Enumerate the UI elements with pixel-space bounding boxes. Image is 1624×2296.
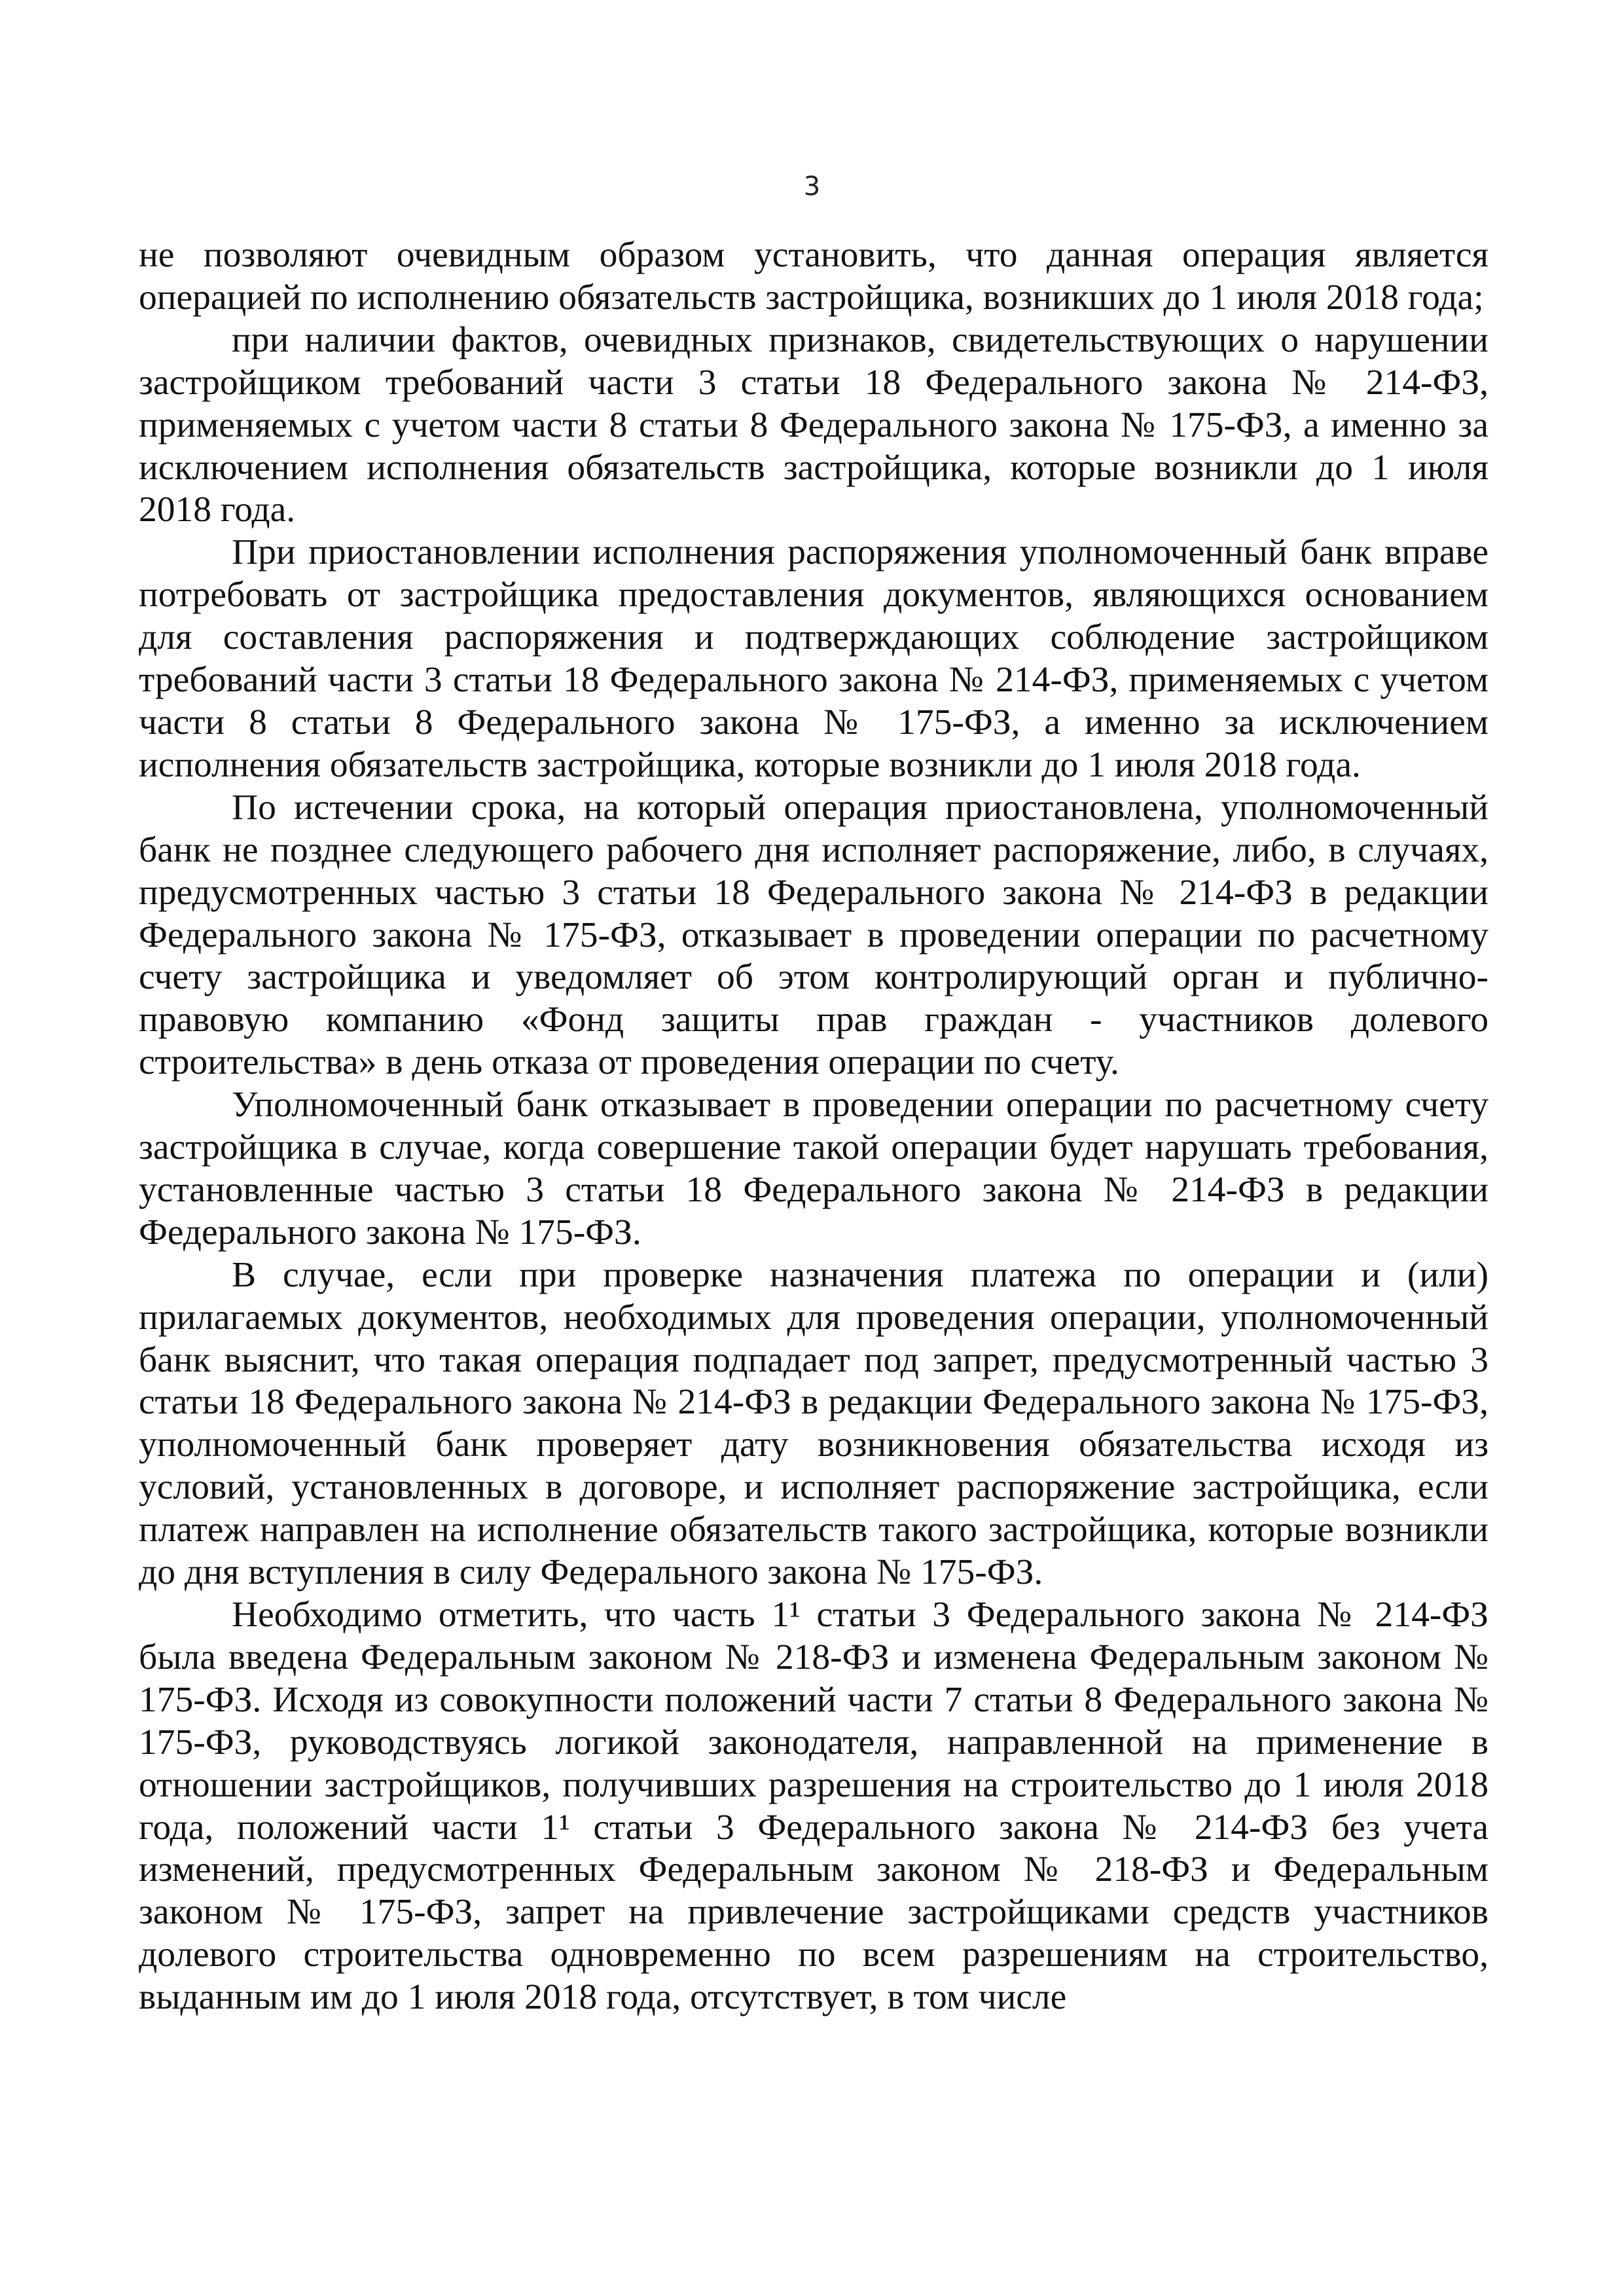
paragraph-facts: при наличии фактов, очевидных признаков, свидетельствующих о нарушении застройщиком требований части 3 статьи 18 Федерального закона № 214-ФЗ, применяемых с учетом части 8 статьи 8 Федерального закона № 175-ФЗ, а именно за исключением исполнения обязательств застройщика, которые возникли до 1 июля 2018 года.: [139, 319, 1489, 530]
paragraph-continuation: не позволяют очевидным образом установить, что данная операция является операцией по исполнению обязательств застройщика, возникших до 1 июля 2018 года;: [139, 235, 1489, 318]
paragraph-verification: В случае, если при проверке назначения платежа по операции и (или) прилагаемых документов, необходимых для проведения операции, уполномоченный банк выяснит, что такая операция подпадает под запрет, предусмотренный частью 3 статьи 18 Федерального закона № 214-ФЗ в редакции Федерального закона № 175-ФЗ, уполномоченный банк проверяет дату возникновения обязательства исходя из условий, установленных в договоре, и исполняет распоряжение застройщика, если платеж направлен на исполнение обязательств такого застройщика, которые возникли до дня вступления в силу Федерального закона № 175-ФЗ.: [139, 1254, 1489, 1593]
paragraph-suspension: При приостановлении исполнения распоряжения уполномоченный банк вправе потребовать от застройщика предоставления документов, являющихся основанием для составления распоряжения и подтверждающих соблюдение застройщиком требований части 3 статьи 18 Федерального закона № 214-ФЗ, применяемых с учетом части 8 статьи 8 Федерального закона № 175-ФЗ, а именно за исключением исполнения обязательств застройщика, которые возникли до 1 июля 2018 года.: [139, 532, 1489, 785]
page-number: 3: [803, 172, 821, 202]
paragraph-refusal: Уполномоченный банк отказывает в проведении операции по расчетному счету застройщика в случае, когда совершение такой операции будет нарушать требования, установленные частью 3 статьи 18 Федерального закона № 214-ФЗ в редакции Федерального закона № 175-ФЗ.: [139, 1085, 1489, 1252]
paragraph-note: Необходимо отметить, что часть 1¹ статьи 3 Федерального закона № 214-ФЗ была введена Федеральным законом № 218-ФЗ и изменена Федеральным законом № 175-ФЗ. Исходя из совокупности положений части 7 статьи 8 Федерального закона № 175-ФЗ, руководствуясь логикой законодателя, направленной на применение в отношении застройщиков, получивших разрешения на строительство до 1 июля 2018 года, положений части 1¹ статьи 3 Федерального закона № 214-ФЗ без учета изменений, предусмотренных Федеральным законом № 218-ФЗ и Федеральным законом № 175-ФЗ, запрет на привлечение застройщиками средств участников долевого строительства одновременно по всем разрешениям на строительство, выданным им до 1 июля 2018 года, отсутствует, в том числе: [139, 1595, 1489, 2018]
paragraph-expiry: По истечении срока, на который операция приостановлена, уполномоченный банк не позднее следующего рабочего дня исполняет распоряжение, либо, в случаях, предусмотренных частью 3 статьи 18 Федерального закона № 214-ФЗ в редакции Федерального закона № 175-ФЗ, отказывает в проведении операции по расчетному счету застройщика и уведомляет об этом контролирующий орган и публично-правовую компанию «Фонд защиты прав граждан - участников долевого строительства» в день отказа от проведения операции по счету.: [139, 787, 1489, 1083]
document-body: [139, 234, 1489, 2019]
